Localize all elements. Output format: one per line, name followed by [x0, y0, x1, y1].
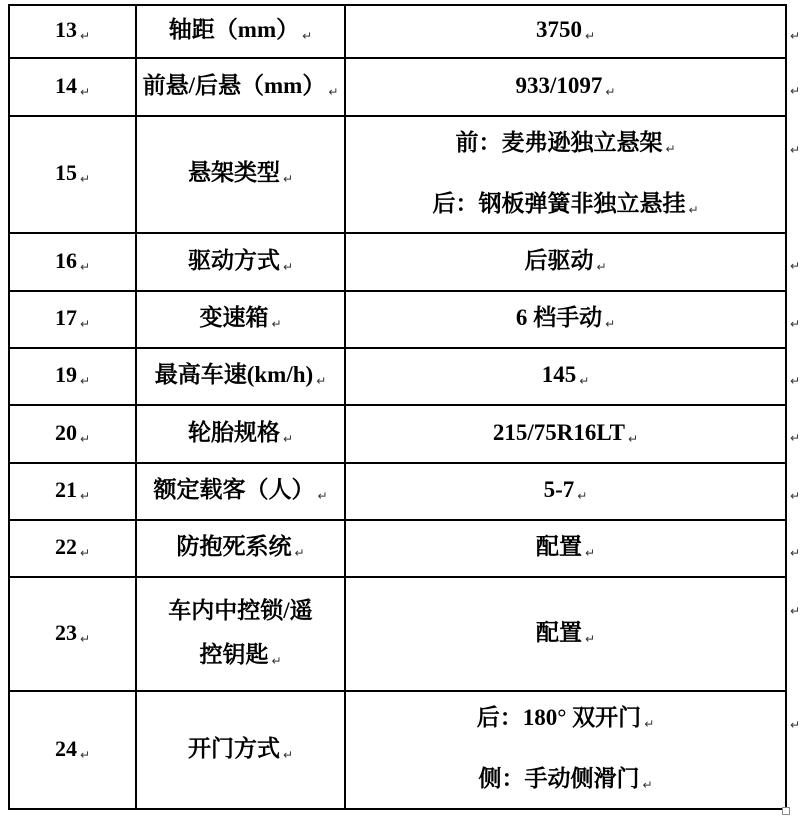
row-number-text: 20: [54, 419, 77, 445]
spec-label-line: [155, 360, 327, 393]
spec-value-cell: [346, 59, 785, 115]
row-number: [55, 71, 90, 104]
spec-value-cell: [346, 578, 785, 690]
spec-label-cell: [137, 464, 346, 519]
spec-label-cell: [137, 234, 346, 290]
row-number-text: 22: [54, 534, 77, 559]
spec-value-line-text: 前：麦弗逊独立悬架: [455, 129, 663, 155]
row-number-text: 21: [54, 477, 77, 502]
row-number-cell: [10, 117, 137, 232]
paragraph-mark-icon: ↵: [79, 29, 91, 43]
spec-label-line-text: 变速箱: [199, 305, 269, 330]
table-row: [10, 578, 785, 692]
paragraph-mark-icon: ↵: [79, 259, 91, 274]
paragraph-mark-icon: ↵: [79, 172, 91, 186]
row-end-mark-icon: ↵: [790, 259, 800, 273]
row-number-cell: [10, 406, 137, 462]
spec-value-cell: [346, 234, 785, 290]
spec-label-cell: [137, 349, 346, 404]
paragraph-mark-icon: ↵: [302, 29, 313, 43]
spec-table: [8, 4, 787, 810]
spec-value-line: [493, 418, 638, 451]
spec-value-line: [536, 15, 595, 48]
paragraph-mark-icon: ↵: [596, 259, 607, 274]
paragraph-mark-icon: ↵: [328, 84, 339, 99]
spec-label-line: [168, 640, 312, 673]
spec-label-cell: [137, 521, 346, 576]
row-number-cell: [10, 521, 137, 576]
spec-label-line: [143, 71, 339, 104]
spec-label-line-text: 驱动方式: [187, 247, 280, 273]
row-number-text: 16: [54, 247, 77, 273]
row-number-cell: [10, 292, 137, 347]
spec-label-cell: [137, 292, 346, 347]
row-end-mark-icon: ↵: [790, 604, 800, 618]
spec-value-line-text: 5-7: [543, 477, 575, 502]
spec-label-cell: [137, 406, 346, 462]
table-row: [10, 234, 785, 292]
paragraph-mark-icon: ↵: [584, 546, 596, 560]
spec-label-line: [153, 475, 327, 508]
table-resize-handle-icon: [782, 807, 790, 815]
table-row: [10, 464, 785, 521]
table-row: [10, 692, 785, 808]
spec-value-line: [455, 128, 675, 161]
spec-value-cell: [346, 349, 785, 404]
spec-label-line-text: 悬架类型: [187, 160, 280, 185]
spec-label-cell: [137, 117, 346, 232]
paragraph-mark-icon: ↵: [294, 546, 305, 560]
spec-value-line: [536, 532, 595, 565]
spec-label-line: [188, 418, 293, 451]
spec-value-line-text: 145: [541, 362, 577, 387]
spec-label-line: [169, 15, 312, 48]
row-end-mark-icon: ↵: [790, 84, 800, 98]
paragraph-mark-icon: ↵: [584, 29, 596, 43]
spec-label-cell: [137, 578, 346, 690]
paragraph-mark-icon: ↵: [605, 317, 616, 331]
spec-value-cell: [346, 406, 785, 462]
row-number-text: 14: [54, 72, 77, 98]
paragraph-mark-icon: ↵: [316, 374, 327, 388]
paragraph-mark-icon: ↵: [577, 489, 588, 503]
spec-value-line: [477, 703, 655, 736]
spec-label-line-text: 前悬/后悬（mm）: [142, 72, 326, 98]
spec-label-line-text: 轴距（mm）: [168, 17, 300, 42]
spec-value-line-text: 后：180° 双开门: [476, 705, 642, 730]
row-number-text: 17: [54, 305, 77, 330]
table-row: [10, 117, 785, 234]
row-number-text: 19: [54, 362, 77, 387]
spec-label-line-text: 轮胎规格: [187, 419, 280, 445]
row-number: [55, 618, 90, 651]
row-number-cell: [10, 578, 137, 690]
spec-label-cell: [137, 59, 346, 115]
paragraph-mark-icon: ↵: [282, 747, 294, 762]
spec-value-line: [478, 764, 652, 797]
spec-label-cell: [137, 692, 346, 808]
spec-value-line-text: 配置: [535, 619, 582, 645]
spec-value-line: [536, 618, 595, 651]
spec-value-cell: [346, 521, 785, 576]
spec-value-cell: [346, 117, 785, 232]
spec-value-line-text: 3750: [535, 17, 582, 42]
paragraph-mark-icon: ↵: [282, 259, 294, 274]
paragraph-mark-icon: ↵: [79, 317, 91, 331]
paragraph-mark-icon: ↵: [282, 431, 294, 446]
row-end-mark-icon: ↵: [790, 29, 800, 43]
row-number: [55, 158, 90, 191]
row-end-mark-icon: ↵: [790, 489, 800, 503]
spec-value-line-text: 侧：手动侧滑门: [478, 766, 640, 791]
row-end-mark-icon: ↵: [790, 431, 800, 445]
spec-value-line: [524, 246, 606, 279]
row-number-cell: [10, 349, 137, 404]
spec-label-line: [176, 532, 304, 565]
paragraph-mark-icon: ↵: [628, 431, 639, 446]
spec-value-cell: [346, 292, 785, 347]
spec-label-line: [199, 303, 281, 336]
table-row: [10, 521, 785, 578]
spec-value-line-text: 6 档手动: [515, 305, 603, 330]
spec-label-line-text: 最高车速(km/h): [154, 362, 314, 387]
row-number-cell: [10, 234, 137, 290]
row-end-mark-icon: ↵: [790, 546, 800, 560]
paragraph-mark-icon: ↵: [282, 172, 294, 186]
spec-label-line: [188, 158, 293, 191]
table-row: [10, 59, 785, 117]
row-number: [55, 418, 90, 451]
spec-label-cell: [137, 6, 346, 57]
row-number: [55, 532, 90, 565]
spec-value-line-text: 后：钢板弹簧非独立悬挂: [432, 190, 686, 216]
row-end-mark-icon: ↵: [790, 317, 800, 331]
spec-value-line-text: 215/75R16LT: [492, 419, 625, 445]
spec-label-line-text: 车内中控锁/遥: [168, 597, 313, 623]
row-number: [55, 360, 90, 393]
paragraph-mark-icon: ↵: [79, 631, 91, 646]
spec-label-line: [188, 734, 293, 767]
row-number-cell: [10, 692, 137, 808]
paragraph-mark-icon: ↵: [79, 431, 91, 446]
spec-label-line: [188, 246, 293, 279]
paragraph-mark-icon: ↵: [665, 141, 676, 156]
spec-value-line: [432, 189, 698, 222]
spec-label-line-text: 开门方式: [187, 735, 280, 761]
table-row: [10, 349, 785, 406]
row-end-mark-icon: ↵: [790, 143, 800, 157]
row-number-cell: [10, 6, 137, 57]
spec-value-line-text: 配置: [535, 534, 582, 559]
paragraph-mark-icon: ↵: [317, 489, 328, 503]
paragraph-mark-icon: ↵: [271, 653, 282, 668]
row-number-text: 23: [54, 619, 77, 645]
row-number: [55, 734, 90, 767]
paragraph-mark-icon: ↵: [79, 747, 91, 762]
spec-value-line-text: 933/1097: [515, 72, 603, 98]
row-number: [55, 475, 90, 508]
paragraph-mark-icon: ↵: [605, 84, 616, 99]
spec-value-cell: [346, 692, 785, 808]
spec-value-cell: [346, 464, 785, 519]
paragraph-mark-icon: ↵: [79, 546, 91, 560]
paragraph-mark-icon: ↵: [644, 717, 655, 731]
row-end-mark-icon: ↵: [790, 718, 800, 732]
spec-value-line-text: 后驱动: [524, 247, 594, 273]
row-number: [55, 303, 90, 336]
spec-label-line-text: 额定载客（人）: [153, 477, 315, 502]
row-number-cell: [10, 59, 137, 115]
paragraph-mark-icon: ↵: [579, 374, 590, 388]
paragraph-mark-icon: ↵: [271, 317, 282, 331]
spec-value-line: [544, 475, 588, 508]
row-number: [55, 246, 90, 279]
spec-label-line-text: 防抱死系统: [176, 534, 292, 559]
paragraph-mark-icon: ↵: [584, 631, 596, 646]
paragraph-mark-icon: ↵: [79, 489, 91, 503]
spec-value-cell: [346, 6, 785, 57]
table-row: [10, 292, 785, 349]
paragraph-mark-icon: ↵: [642, 778, 653, 792]
spec-value-line: [516, 303, 615, 336]
spec-value-line: [516, 71, 616, 104]
paragraph-mark-icon: ↵: [688, 202, 699, 217]
row-end-mark-icon: ↵: [790, 374, 800, 388]
table-row: [10, 406, 785, 464]
spec-value-line: [542, 360, 590, 393]
paragraph-mark-icon: ↵: [79, 84, 91, 99]
row-number: [55, 15, 90, 48]
spec-label-line-text: 控钥匙: [199, 641, 269, 667]
paragraph-mark-icon: ↵: [79, 374, 91, 388]
row-number-text: 15: [54, 160, 77, 185]
table-row: [10, 6, 785, 59]
row-number-text: 24: [54, 735, 77, 761]
spec-label-line: [168, 596, 312, 626]
row-number-text: 13: [54, 17, 77, 42]
row-number-cell: [10, 464, 137, 519]
